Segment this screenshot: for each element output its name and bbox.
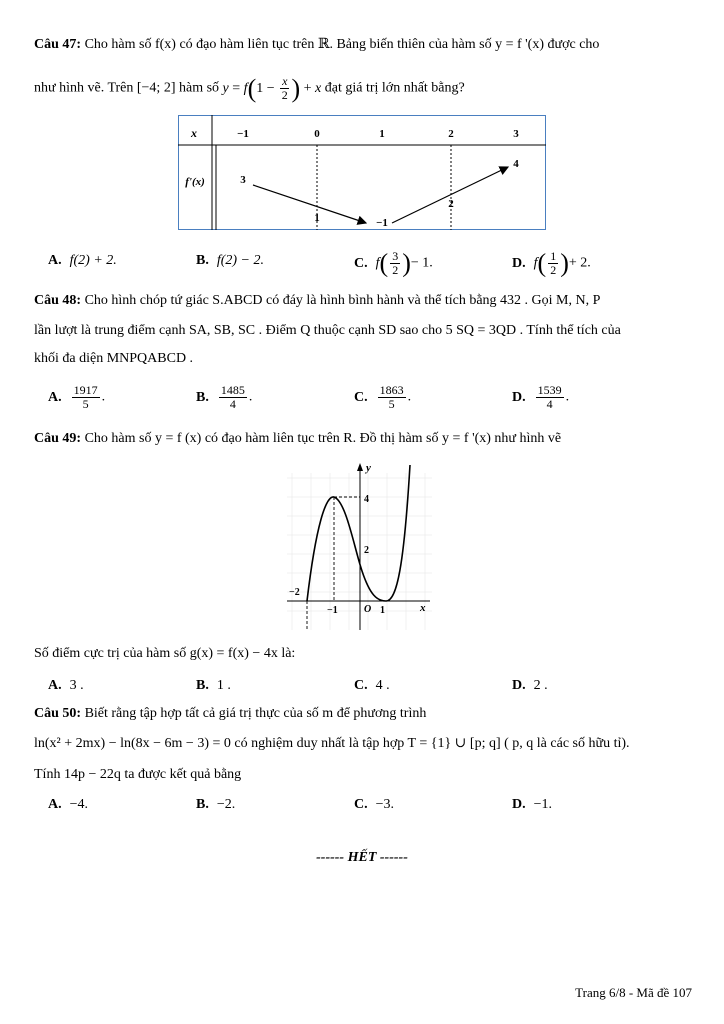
page-footer: Trang 6/8 - Mã đề 107 xyxy=(575,985,692,1000)
q48-option-c-num: 1863 xyxy=(379,383,404,397)
q50-label: Câu 50: xyxy=(34,706,82,721)
graph-tick-y-2: 2 xyxy=(364,545,369,556)
q49-label: Câu 49: xyxy=(34,431,82,446)
graph-origin-label: O xyxy=(364,604,372,615)
q47-option-a-label: A. xyxy=(48,253,62,268)
q47-option-d-num: 1 xyxy=(550,249,557,263)
q49-option-a[interactable] xyxy=(48,677,84,695)
table-x-1: −1 xyxy=(237,128,249,140)
q47-option-b-text: f(2) − 2. xyxy=(216,253,265,268)
q50-text-line2: ln(x² + 2mx) − ln(8x − 6m − 3) = 0 có nghiệm duy nhất là tập hợp T = {1} ∪ [p; q] ( p, q là các số hữu tỉ). xyxy=(34,736,630,751)
q47-function: y = f(1 − $\frac{x}{2}$ ) + x xyxy=(222,73,322,103)
q50-option-c[interactable] xyxy=(354,796,394,814)
table-fp-label: f'(x) xyxy=(185,176,205,188)
q50-option-b-label: B. xyxy=(196,797,209,812)
q47-option-d-label: D. xyxy=(512,255,526,271)
graph-tick-x-neg1: −1 xyxy=(327,605,338,616)
q48-option-d-den: 4 xyxy=(546,397,553,411)
q50-option-d-label: D. xyxy=(512,797,526,812)
q49-option-c[interactable] xyxy=(354,677,390,695)
q49-text-line2: Số điểm cực trị của hàm số g(x) = f(x) − 4x là: xyxy=(34,646,296,661)
q50-stem: Biết rằng tập hợp tất cả giá trị thực của số m để phương trình xyxy=(84,706,427,721)
q49-derivative-graph xyxy=(282,455,437,635)
q50-text-line3: Tính 14p − 22q ta được kết quả bằng xyxy=(34,767,242,782)
q47-label: Câu 47: xyxy=(34,37,82,52)
end-marker: ------ HẾT ------ xyxy=(316,850,408,865)
q50-option-c-text: −3. xyxy=(375,797,395,812)
q48-option-a-den: 5 xyxy=(82,397,89,411)
q47-text-line1 xyxy=(34,36,599,54)
q50-text-line1 xyxy=(34,705,426,723)
q49-option-b[interactable] xyxy=(196,677,231,695)
q47-stem-2b: đạt giá trị lớn nhất bằng? xyxy=(324,80,465,96)
q48-option-d[interactable]: D. $\frac{1539}{4}$ . xyxy=(512,383,570,411)
q47-option-d-f: f xyxy=(533,255,538,271)
q48-label: Câu 48: xyxy=(34,293,82,308)
q48-option-c-label: C. xyxy=(354,389,368,405)
q47-stem-2a: như hình vẽ. Trên [−4; 2] hàm số xyxy=(34,80,220,96)
q49-option-b-label: B. xyxy=(196,678,209,693)
table-fp-5: 4 xyxy=(513,158,519,170)
q48-option-b-label: B. xyxy=(196,389,209,405)
q48-option-a-label: A. xyxy=(48,389,62,405)
q49-option-c-text: 4 . xyxy=(375,678,390,693)
q47-option-b[interactable] xyxy=(196,252,264,270)
q48-stem: Cho hình chóp tứ giác S.ABCD có đáy là hình bình hành và thể tích bằng 432 . Gọi M, N, P xyxy=(84,293,601,308)
q49-option-a-text: 3 . xyxy=(69,678,84,693)
q49-option-c-label: C. xyxy=(354,678,368,693)
table-x-label: x xyxy=(191,126,197,140)
q47-option-c-num: 3 xyxy=(392,249,399,263)
q50-option-a-text: −4. xyxy=(69,797,89,812)
graph-tick-x-1: 1 xyxy=(380,605,385,616)
q47-option-a-text: f(2) + 2. xyxy=(69,253,117,268)
q49-stem: Cho hàm số y = f (x) có đạo hàm liên tục trên R. Đồ thị hàm số y = f '(x) như hình vẽ xyxy=(84,431,562,446)
table-fp-1: 3 xyxy=(240,174,246,186)
q48-option-b[interactable]: B. $\frac{1485}{4}$ . xyxy=(196,383,253,411)
q48-option-c[interactable]: C. $\frac{1863}{5}$ . xyxy=(354,383,412,411)
q50-option-a-label: A. xyxy=(48,797,62,812)
q49-option-d[interactable] xyxy=(512,677,548,695)
q48-option-c-den: 5 xyxy=(388,397,395,411)
q48-text-line3: khối đa diện MNPQABCD . xyxy=(34,351,194,366)
q47-option-c[interactable]: C. f( $\frac{3}{2}$ )− 1. xyxy=(354,248,433,278)
q47-option-c-label: C. xyxy=(354,255,368,271)
q49-text-line1 xyxy=(34,430,561,448)
table-fp-2: 1 xyxy=(314,212,320,224)
table-x-5: 3 xyxy=(513,128,519,140)
q48-text-line1 xyxy=(34,292,600,310)
q50-option-d[interactable] xyxy=(512,796,552,814)
q50-option-d-text: −1. xyxy=(533,797,553,812)
q47-option-c-den: 2 xyxy=(392,263,399,277)
q50-option-a[interactable] xyxy=(48,796,88,814)
table-x-3: 1 xyxy=(379,128,385,140)
q47-option-d[interactable]: D. f( $\frac{1}{2}$ )+ 2. xyxy=(512,248,591,278)
q47-variation-table xyxy=(178,115,546,230)
q48-option-d-label: D. xyxy=(512,389,526,405)
table-x-4: 2 xyxy=(448,128,454,140)
q47-stem: Cho hàm số f(x) có đạo hàm liên tục trên ℝ. Bảng biến thiên của hàm số y = f '(x) được cho xyxy=(84,37,600,52)
q48-option-b-den: 4 xyxy=(229,397,236,411)
q50-option-c-label: C. xyxy=(354,797,368,812)
q47-option-d-den: 2 xyxy=(550,263,557,277)
graph-y-label: y xyxy=(366,462,371,474)
graph-tick-y-4: 4 xyxy=(364,494,369,505)
q49-option-d-text: 2 . xyxy=(533,678,548,693)
q48-option-d-num: 1539 xyxy=(537,383,562,397)
q47-option-c-post: − 1. xyxy=(410,255,433,271)
q47-option-a[interactable] xyxy=(48,252,117,270)
q47-option-d-post: + 2. xyxy=(568,255,591,271)
q47-option-c-f: f xyxy=(375,255,380,271)
table-fp-3: −1 xyxy=(376,217,388,229)
q48-text-line2: lần lượt là trung điểm cạnh SA, SB, SC . Điểm Q thuộc cạnh SD sao cho 5 SQ = 3QD . Tính thể tích của xyxy=(34,323,621,338)
q48-option-a-num: 1917 xyxy=(73,383,98,397)
graph-tick-y-neg2: −2 xyxy=(289,587,300,598)
table-fp-4: 2 xyxy=(448,198,454,210)
q49-option-a-label: A. xyxy=(48,678,62,693)
graph-x-label: x xyxy=(420,602,426,614)
q49-option-d-label: D. xyxy=(512,678,526,693)
q48-option-a[interactable]: A. $\frac{1917}{5}$ . xyxy=(48,383,106,411)
table-x-2: 0 xyxy=(314,128,320,140)
q50-option-b[interactable] xyxy=(196,796,235,814)
q47-text-line2 xyxy=(34,75,465,102)
q49-option-b-text: 1 . xyxy=(216,678,231,693)
q47-option-b-label: B. xyxy=(196,253,209,268)
q48-option-b-num: 1485 xyxy=(220,383,245,397)
q50-option-b-text: −2. xyxy=(216,797,236,812)
table-arrow-down xyxy=(253,185,366,223)
table-arrow-up xyxy=(392,167,508,223)
